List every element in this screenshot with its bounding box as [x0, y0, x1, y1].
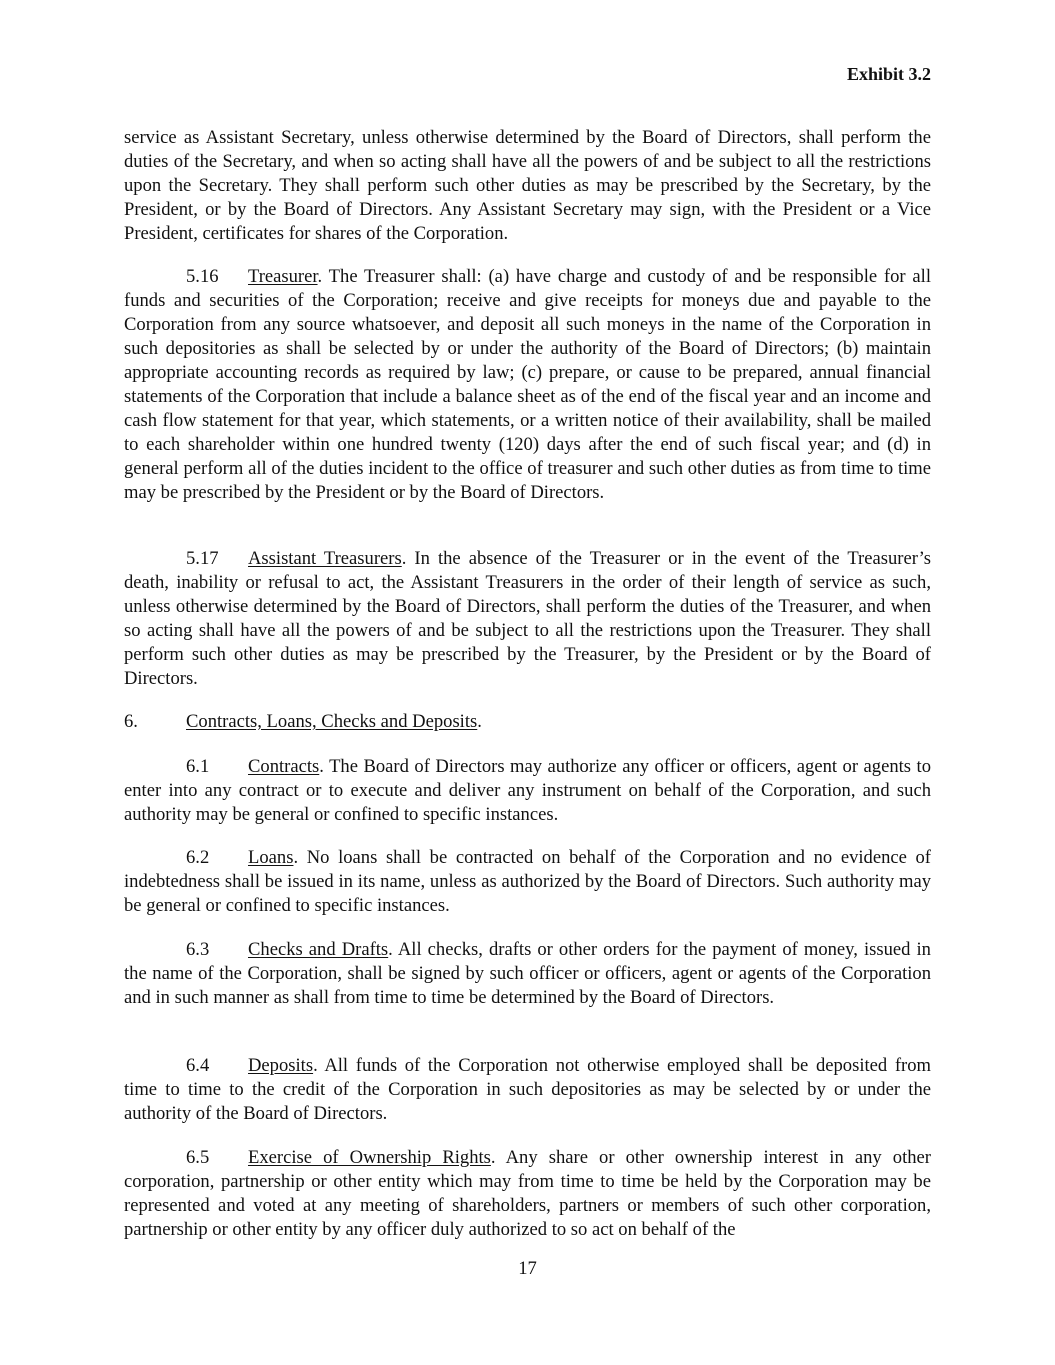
section-6-3	[124, 938, 931, 1010]
section-heading: Assistant Treasurers	[248, 548, 402, 569]
section-number: 6.1	[186, 756, 210, 777]
section-number: 6.3	[186, 939, 210, 960]
section-text: . The Board of Directors may authorize any officer or officers, agent or agents to enter into any contract or to execute and deliver any instrument on behalf of the Corporation, and such authority may be general or confined to specific instances.	[124, 756, 931, 825]
page-number: 17	[518, 1258, 537, 1279]
section-number: 6.	[124, 711, 138, 732]
section-text: . All checks, drafts or other orders for the payment of money, issued in the name of the Corporation, shall be signed by such officer or officers, agent or agents of the Corporation and in such manner as shall from time to time be determined by the Board of Directors.	[124, 939, 931, 1008]
section-heading: Contracts	[248, 756, 320, 777]
section-heading: Deposits	[248, 1055, 314, 1076]
section-text: .	[477, 711, 482, 732]
section-text: . All funds of the Corporation not otherwise employed shall be deposited from time to time to the credit of the Corporation in such depositories as may be selected by or under the authority of the Board of Directors.	[124, 1055, 931, 1124]
section-6-4	[124, 1054, 931, 1126]
section-heading: Contracts, Loans, Checks and Deposits	[186, 711, 478, 732]
section-number: 5.16	[186, 266, 219, 287]
section-text: . No loans shall be contracted on behalf of the Corporation and no evidence of indebtedness shall be issued in its name, unless as authorized by the Board of Directors. Such authority may be general or confined to specific instances.	[124, 847, 931, 916]
section-6-2	[124, 846, 931, 918]
section-heading: Exercise of Ownership Rights	[248, 1147, 491, 1168]
section-number: 6.2	[186, 847, 210, 868]
section-6	[124, 710, 931, 734]
exhibit-label: Exhibit 3.2	[846, 64, 931, 84]
section-6-5	[124, 1146, 931, 1242]
section-number: 6.5	[186, 1147, 210, 1168]
section-number: 5.17	[186, 548, 219, 569]
section-text: . In the absence of the Treasurer or in the event of the Treasurer’s death, inability or refusal to act, the Assistant Treasurers in the order of their length of service as such, unless otherwise determined by the Board of Directors, shall perform the duties of the Treasurer, and when so acting shall have all the powers of and be subject to all the restrictions upon the Treasurer. They shall perform such other duties as may be prescribed by the Treasurer, by the President or by the Board of Directors.	[124, 548, 931, 689]
section-6-1	[124, 755, 931, 827]
section-heading: Loans	[248, 847, 294, 868]
paragraph-continued: service as Assistant Secretary, unless otherwise determined by the Board of Directors, shall perform the duties of the Secretary, and when so acting shall have all the powers of and be subject to all the restrictions upon the Secretary. They shall perform such other duties as may be prescribed by the Secretary, by the President, or by the Board of Directors. Any Assistant Secretary may sign, with the President or a Vice President, certificates for shares of the Corporation.	[124, 127, 931, 244]
section-text: . Any share or other ownership interest in any other corporation, partnership or other entity which may from time to time be held by the Corporation may be represented and voted at any meeting of shareholders, partners or members of such other corporation, partnership or other entity by any officer duly authorized to so act on behalf of the	[124, 1147, 931, 1240]
section-heading: Treasurer	[248, 266, 318, 287]
section-number: 6.4	[186, 1055, 210, 1076]
section-5-16	[124, 265, 931, 505]
section-5-17	[124, 547, 931, 691]
section-text: . The Treasurer shall: (a) have charge and custody of and be responsible for all funds and securities of the Corporation; receive and give receipts for moneys due and payable to the Corporation from any source whatsoever, and deposit all such moneys in the name of the Corporation in such depositories as shall be selected by or under the authority of the Board of Directors; (b) maintain appropriate accounting records as required by law; (c) prepare, or cause to be prepared, annual financial statements of the Corporation that include a balance sheet as of the end of the fiscal year and an income and cash flow statement for that year, which statements, or a written notice of their availability, shall be mailed to each shareholder within one hundred twenty (120) days after the end of such fiscal year; and (d) in general perform all of the duties incident to the office of treasurer and such other duties as from time to time may be prescribed by the President or by the Board of Directors.	[124, 266, 931, 503]
section-heading: Checks and Drafts	[248, 939, 389, 960]
